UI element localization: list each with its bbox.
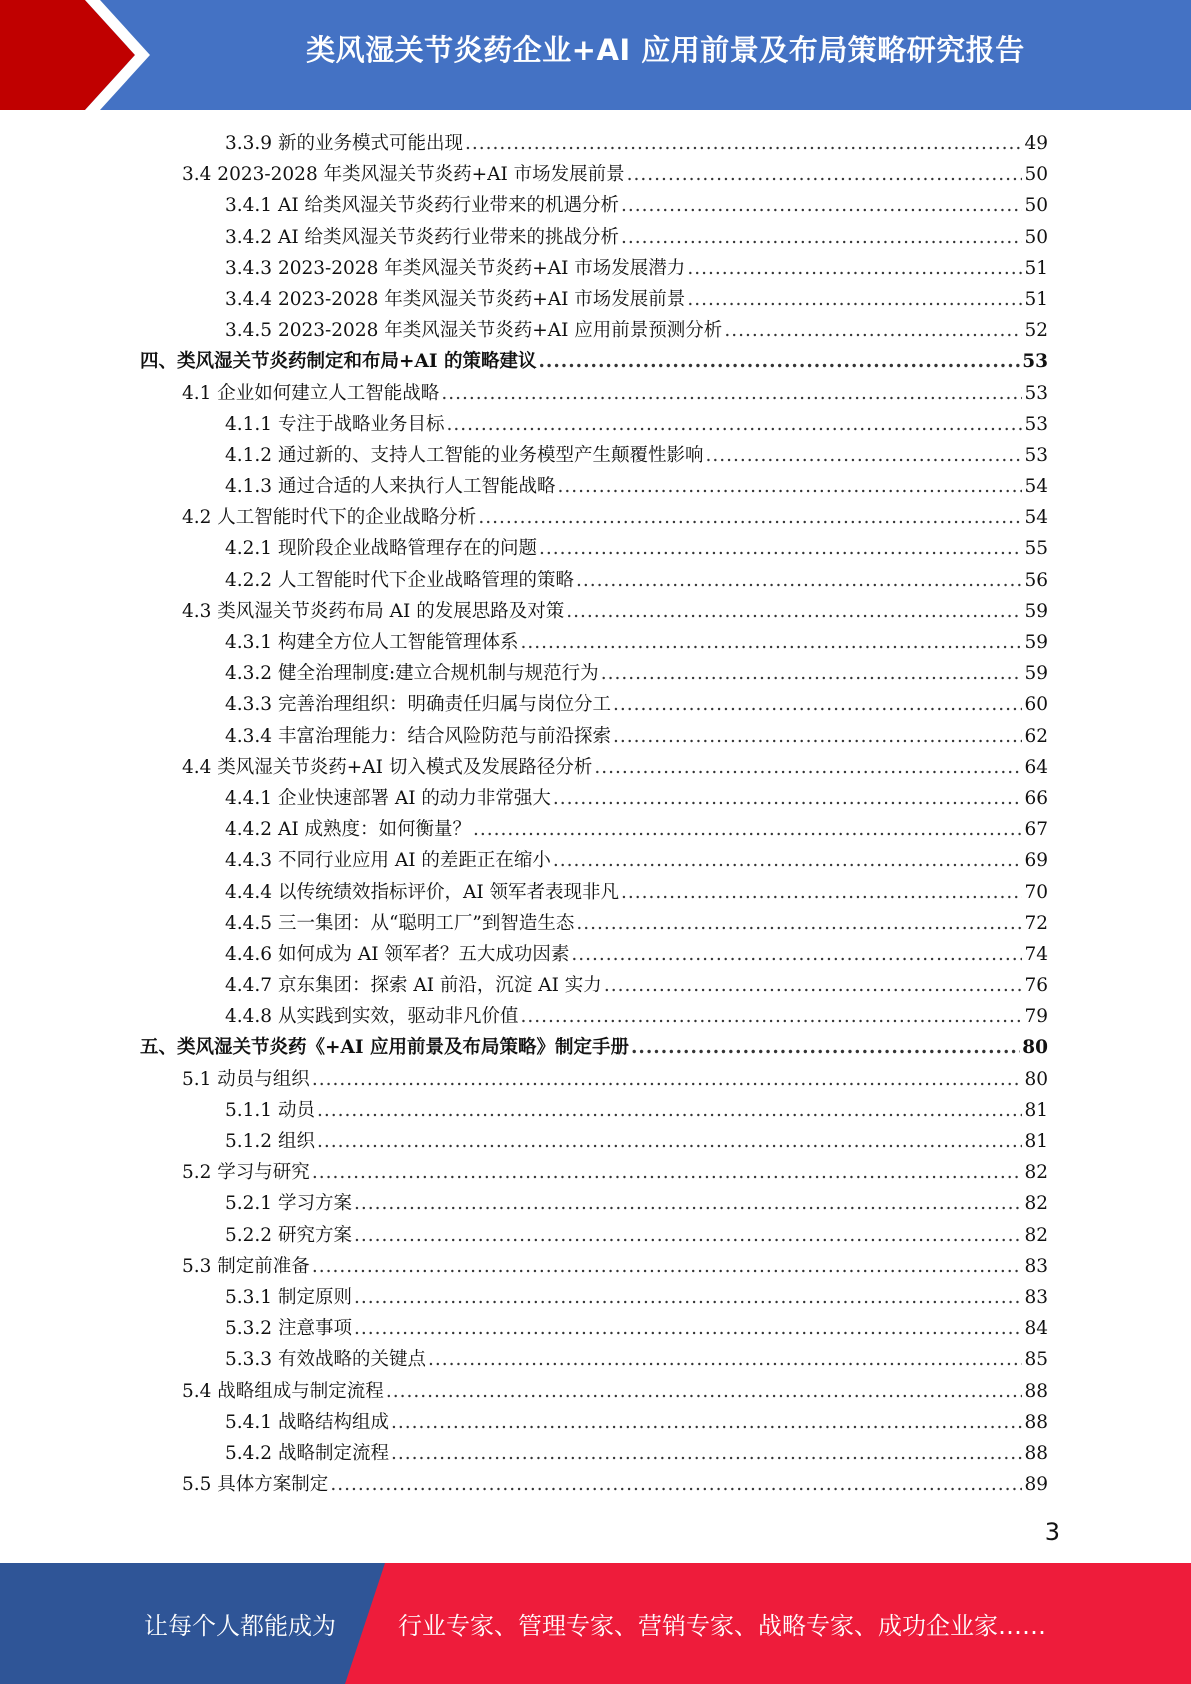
toc-entry[interactable] — [140, 346, 1048, 377]
toc-entry-title: 5.3 制定前准备 — [182, 1255, 310, 1277]
toc-dot-leader — [317, 1095, 1023, 1126]
toc-entry-page-number: 67 — [1024, 819, 1048, 841]
toc-dot-leader — [604, 970, 1023, 1001]
toc-dot-leader — [391, 1438, 1022, 1469]
toc-entry[interactable] — [140, 596, 1048, 627]
toc-entry-title: 4.4.1 企业快速部署 AI 的动力非常强大 — [225, 787, 551, 809]
toc-dot-leader — [566, 596, 1022, 627]
footer-slogan-right: 行业专家、管理专家、营销专家、战略专家、成功企业家…… — [398, 1612, 1046, 1640]
toc-dot-leader — [553, 783, 1023, 814]
toc-entry-page-number: 59 — [1024, 632, 1048, 653]
toc-entry-page-number: 85 — [1024, 1349, 1048, 1371]
toc-entry-title: 5.4 战略组成与制定流程 — [182, 1380, 384, 1402]
document-title: 类风湿关节炎药企业+AI 应用前景及布局策略研究报告 — [306, 33, 1025, 67]
toc-dot-leader — [613, 721, 1022, 752]
toc-entry[interactable] — [140, 939, 1048, 970]
toc-entry-title: 4.3.4 丰富治理能力：结合风险防范与前沿探索 — [225, 725, 611, 747]
toc-entry[interactable] — [140, 222, 1048, 253]
toc-entry[interactable] — [140, 533, 1048, 564]
toc-entry-page-number: 83 — [1024, 1286, 1048, 1308]
toc-entry-page-number: 53 — [1024, 382, 1048, 404]
toc-entry-page-number: 88 — [1024, 1380, 1048, 1402]
toc-entry[interactable] — [140, 190, 1048, 221]
toc-entry[interactable] — [140, 658, 1048, 689]
toc-dot-leader — [354, 1282, 1023, 1313]
toc-entry-title: 4.1.1 专注于战略业务目标 — [225, 413, 445, 435]
toc-entry-page-number: 81 — [1024, 1131, 1048, 1152]
toc-entry-title: 4.4 类风湿关节炎药+AI 切入模式及发展路径分析 — [182, 756, 593, 778]
toc-dot-leader — [613, 689, 1022, 720]
toc-entry-title: 5.1.1 动员 — [225, 1099, 315, 1121]
table-of-contents — [140, 128, 1048, 1500]
toc-entry[interactable] — [140, 1376, 1048, 1407]
toc-dot-leader — [601, 658, 1023, 689]
toc-entry-title: 5.4.1 战略结构组成 — [225, 1411, 389, 1433]
toc-entry-page-number: 88 — [1024, 1442, 1048, 1464]
page-footer — [0, 1563, 1191, 1684]
toc-entry-page-number: 50 — [1024, 164, 1048, 186]
toc-entry-page-number: 76 — [1024, 975, 1048, 997]
toc-entry[interactable] — [140, 159, 1048, 190]
toc-entry[interactable] — [140, 253, 1048, 284]
toc-entry[interactable] — [140, 440, 1048, 471]
page-number: 3 — [1044, 1518, 1060, 1546]
toc-dot-leader — [538, 346, 1020, 377]
toc-entry-page-number: 88 — [1024, 1411, 1048, 1433]
toc-dot-leader — [571, 939, 1022, 970]
toc-entry-title: 3.4.1 AI 给类风湿关节炎药行业带来的机遇分析 — [225, 195, 620, 217]
toc-dot-leader — [428, 1344, 1022, 1375]
toc-entry[interactable] — [140, 409, 1048, 440]
toc-entry-title: 5.3.1 制定原则 — [225, 1286, 352, 1308]
toc-dot-leader — [594, 752, 1022, 783]
toc-dot-leader — [627, 159, 1023, 190]
toc-dot-leader — [312, 1064, 1023, 1095]
toc-dot-leader — [330, 1469, 1022, 1500]
header-arrow-decoration — [0, 0, 160, 110]
toc-entry-title: 4.1.2 通过新的、支持人工智能的业务模型产生颠覆性影响 — [225, 444, 704, 466]
toc-entry[interactable] — [140, 845, 1048, 876]
toc-entry[interactable] — [140, 1469, 1048, 1500]
toc-entry[interactable] — [140, 721, 1048, 752]
toc-entry-page-number: 72 — [1024, 912, 1048, 934]
toc-entry-page-number: 50 — [1024, 226, 1048, 248]
toc-dot-leader — [687, 253, 1022, 284]
toc-entry-page-number: 59 — [1024, 600, 1048, 622]
toc-entry[interactable] — [140, 128, 1048, 159]
toc-entry-page-number: 82 — [1024, 1162, 1048, 1184]
toc-dot-leader — [478, 502, 1022, 533]
toc-entry-page-number: 80 — [1024, 1068, 1048, 1090]
toc-entry[interactable] — [140, 565, 1048, 596]
toc-entry[interactable] — [140, 378, 1048, 409]
toc-entry-title: 5.2.2 研究方案 — [225, 1224, 352, 1246]
toc-entry-title: 5.3.3 有效战略的关键点 — [225, 1349, 426, 1371]
toc-dot-leader — [557, 471, 1022, 502]
toc-entry[interactable] — [140, 970, 1048, 1001]
toc-entry[interactable] — [140, 1251, 1048, 1282]
toc-entry-page-number: 49 — [1024, 133, 1048, 154]
toc-dot-leader — [354, 1313, 1023, 1344]
toc-entry-title: 3.4.3 2023-2028 年类风湿关节炎药+AI 市场发展潜力 — [225, 257, 686, 279]
toc-dot-leader — [465, 128, 1022, 159]
toc-entry-title: 3.3.9 新的业务模式可能出现 — [225, 133, 463, 154]
toc-dot-leader — [441, 378, 1022, 409]
toc-entry[interactable] — [140, 814, 1048, 845]
toc-dot-leader — [312, 1157, 1023, 1188]
toc-entry-title: 4.3 类风湿关节炎药布局 AI 的发展思路及对策 — [182, 600, 565, 622]
toc-entry-page-number: 54 — [1024, 507, 1048, 529]
toc-entry-title: 4.4.5 三一集团：从“聪明工厂”到智造生态 — [225, 912, 575, 934]
toc-entry-page-number: 59 — [1024, 663, 1048, 685]
toc-entry[interactable] — [140, 689, 1048, 720]
toc-entry-title: 5.5 具体方案制定 — [182, 1474, 329, 1496]
toc-entry[interactable] — [140, 1344, 1048, 1375]
toc-entry[interactable] — [140, 1438, 1048, 1469]
toc-dot-leader — [312, 1251, 1023, 1282]
toc-dot-leader — [539, 533, 1022, 564]
page-header — [0, 0, 1191, 110]
toc-entry-page-number: 74 — [1024, 943, 1048, 965]
toc-entry[interactable] — [140, 1313, 1048, 1344]
toc-dot-leader — [391, 1407, 1022, 1438]
toc-entry-title: 五、类风湿关节炎药《+AI 应用前景及布局策略》制定手册 — [140, 1037, 629, 1059]
toc-dot-leader — [473, 814, 1022, 845]
toc-dot-leader — [446, 409, 1022, 440]
toc-entry-page-number: 79 — [1024, 1006, 1048, 1028]
toc-dot-leader — [354, 1188, 1023, 1219]
toc-entry-page-number: 51 — [1024, 257, 1048, 279]
toc-entry[interactable] — [140, 1032, 1048, 1063]
toc-entry-title: 3.4.5 2023-2028 年类风湿关节炎药+AI 应用前景预测分析 — [225, 320, 723, 342]
toc-entry-page-number: 51 — [1024, 288, 1048, 310]
toc-entry[interactable] — [140, 1064, 1048, 1095]
toc-entry[interactable] — [140, 1126, 1048, 1157]
toc-entry-title: 4.2 人工智能时代下的企业战略分析 — [182, 507, 477, 529]
toc-entry-page-number: 54 — [1024, 476, 1048, 498]
toc-entry[interactable] — [140, 284, 1048, 315]
toc-entry[interactable] — [140, 1001, 1048, 1032]
toc-entry-title: 5.2.1 学习方案 — [225, 1193, 352, 1215]
toc-entry-title: 5.1.2 组织 — [225, 1131, 315, 1152]
toc-entry-page-number: 53 — [1024, 444, 1048, 466]
toc-entry[interactable] — [140, 783, 1048, 814]
toc-entry-title: 四、类风湿关节炎药制定和布局+AI 的策略建议 — [140, 351, 537, 373]
toc-entry-page-number: 82 — [1024, 1193, 1048, 1215]
toc-entry[interactable] — [140, 1220, 1048, 1251]
toc-entry-title: 4.4.3 不同行业应用 AI 的差距正在缩小 — [225, 850, 551, 872]
toc-entry-page-number: 60 — [1024, 694, 1048, 716]
toc-entry-page-number: 82 — [1024, 1224, 1048, 1246]
toc-dot-leader — [576, 565, 1022, 596]
toc-entry-title: 4.4.4 以传统绩效指标评价，AI 领军者表现非凡 — [225, 881, 620, 903]
toc-dot-leader — [705, 440, 1022, 471]
toc-entry-title: 4.4.2 AI 成熟度：如何衡量？ — [225, 819, 472, 841]
toc-entry-page-number: 53 — [1024, 413, 1048, 435]
toc-entry[interactable] — [140, 908, 1048, 939]
toc-entry-title: 3.4.4 2023-2028 年类风湿关节炎药+AI 市场发展前景 — [225, 288, 686, 310]
toc-entry-title: 3.4.2 AI 给类风湿关节炎药行业带来的挑战分析 — [225, 226, 620, 248]
toc-entry-page-number: 70 — [1024, 881, 1048, 903]
toc-entry-title: 5.1 动员与组织 — [182, 1068, 310, 1090]
toc-entry-title: 4.3.1 构建全方位人工智能管理体系 — [225, 632, 519, 653]
toc-dot-leader — [621, 877, 1022, 908]
toc-entry-title: 4.3.3 完善治理组织：明确责任归属与岗位分工 — [225, 694, 611, 716]
toc-entry-page-number: 81 — [1024, 1099, 1048, 1121]
toc-entry-page-number: 62 — [1024, 725, 1048, 747]
toc-entry-page-number: 50 — [1024, 195, 1048, 217]
toc-entry-title: 5.2 学习与研究 — [182, 1162, 310, 1184]
toc-entry-title: 4.2.1 现阶段企业战略管理存在的问题 — [225, 538, 537, 560]
toc-entry-page-number: 66 — [1024, 787, 1048, 809]
toc-entry-title: 4.2.2 人工智能时代下企业战略管理的策略 — [225, 569, 574, 591]
toc-entry-page-number: 52 — [1024, 320, 1048, 342]
toc-entry[interactable] — [140, 315, 1048, 346]
toc-entry-title: 4.3.2 健全治理制度:建立合规机制与规范行为 — [225, 663, 599, 685]
toc-dot-leader — [386, 1376, 1023, 1407]
toc-entry[interactable] — [140, 471, 1048, 502]
toc-entry-page-number: 69 — [1024, 850, 1048, 872]
toc-entry-page-number: 53 — [1022, 351, 1048, 373]
toc-entry-title: 3.4 2023-2028 年类风湿关节炎药+AI 市场发展前景 — [182, 164, 625, 186]
toc-dot-leader — [576, 908, 1022, 939]
toc-entry[interactable] — [140, 627, 1048, 658]
toc-dot-leader — [621, 190, 1022, 221]
toc-dot-leader — [553, 845, 1023, 876]
toc-entry-title: 4.4.6 如何成为 AI 领军者？五大成功因素 — [225, 943, 570, 965]
toc-dot-leader — [724, 315, 1022, 346]
toc-dot-leader — [687, 284, 1022, 315]
toc-entry[interactable] — [140, 1407, 1048, 1438]
toc-entry[interactable] — [140, 1282, 1048, 1313]
toc-dot-leader — [621, 222, 1022, 253]
toc-entry[interactable] — [140, 502, 1048, 533]
toc-entry[interactable] — [140, 1188, 1048, 1219]
toc-dot-leader — [520, 1001, 1022, 1032]
toc-entry-page-number: 84 — [1024, 1318, 1048, 1340]
toc-entry[interactable] — [140, 1157, 1048, 1188]
toc-entry[interactable] — [140, 752, 1048, 783]
footer-slogan-left: 让每个人都能成为 — [144, 1612, 336, 1640]
toc-entry-page-number: 64 — [1024, 756, 1048, 778]
toc-entry-page-number: 89 — [1024, 1474, 1048, 1496]
toc-dot-leader — [317, 1126, 1023, 1157]
toc-entry[interactable] — [140, 877, 1048, 908]
toc-entry-title: 4.1.3 通过合适的人来执行人工智能战略 — [225, 476, 556, 498]
toc-entry-page-number: 83 — [1024, 1255, 1048, 1277]
toc-entry-title: 4.1 企业如何建立人工智能战略 — [182, 382, 440, 404]
toc-dot-leader — [354, 1220, 1023, 1251]
toc-entry-page-number: 55 — [1024, 538, 1048, 560]
toc-entry-title: 5.4.2 战略制定流程 — [225, 1442, 389, 1464]
toc-dot-leader — [520, 627, 1022, 658]
toc-entry[interactable] — [140, 1095, 1048, 1126]
toc-entry-title: 5.3.2 注意事项 — [225, 1318, 352, 1340]
toc-entry-page-number: 80 — [1022, 1037, 1048, 1059]
toc-entry-page-number: 56 — [1024, 569, 1048, 591]
toc-entry-title: 4.4.8 从实践到实效，驱动非凡价值 — [225, 1006, 519, 1028]
toc-dot-leader — [631, 1032, 1020, 1063]
toc-entry-title: 4.4.7 京东集团：探索 AI 前沿，沉淀 AI 实力 — [225, 975, 602, 997]
